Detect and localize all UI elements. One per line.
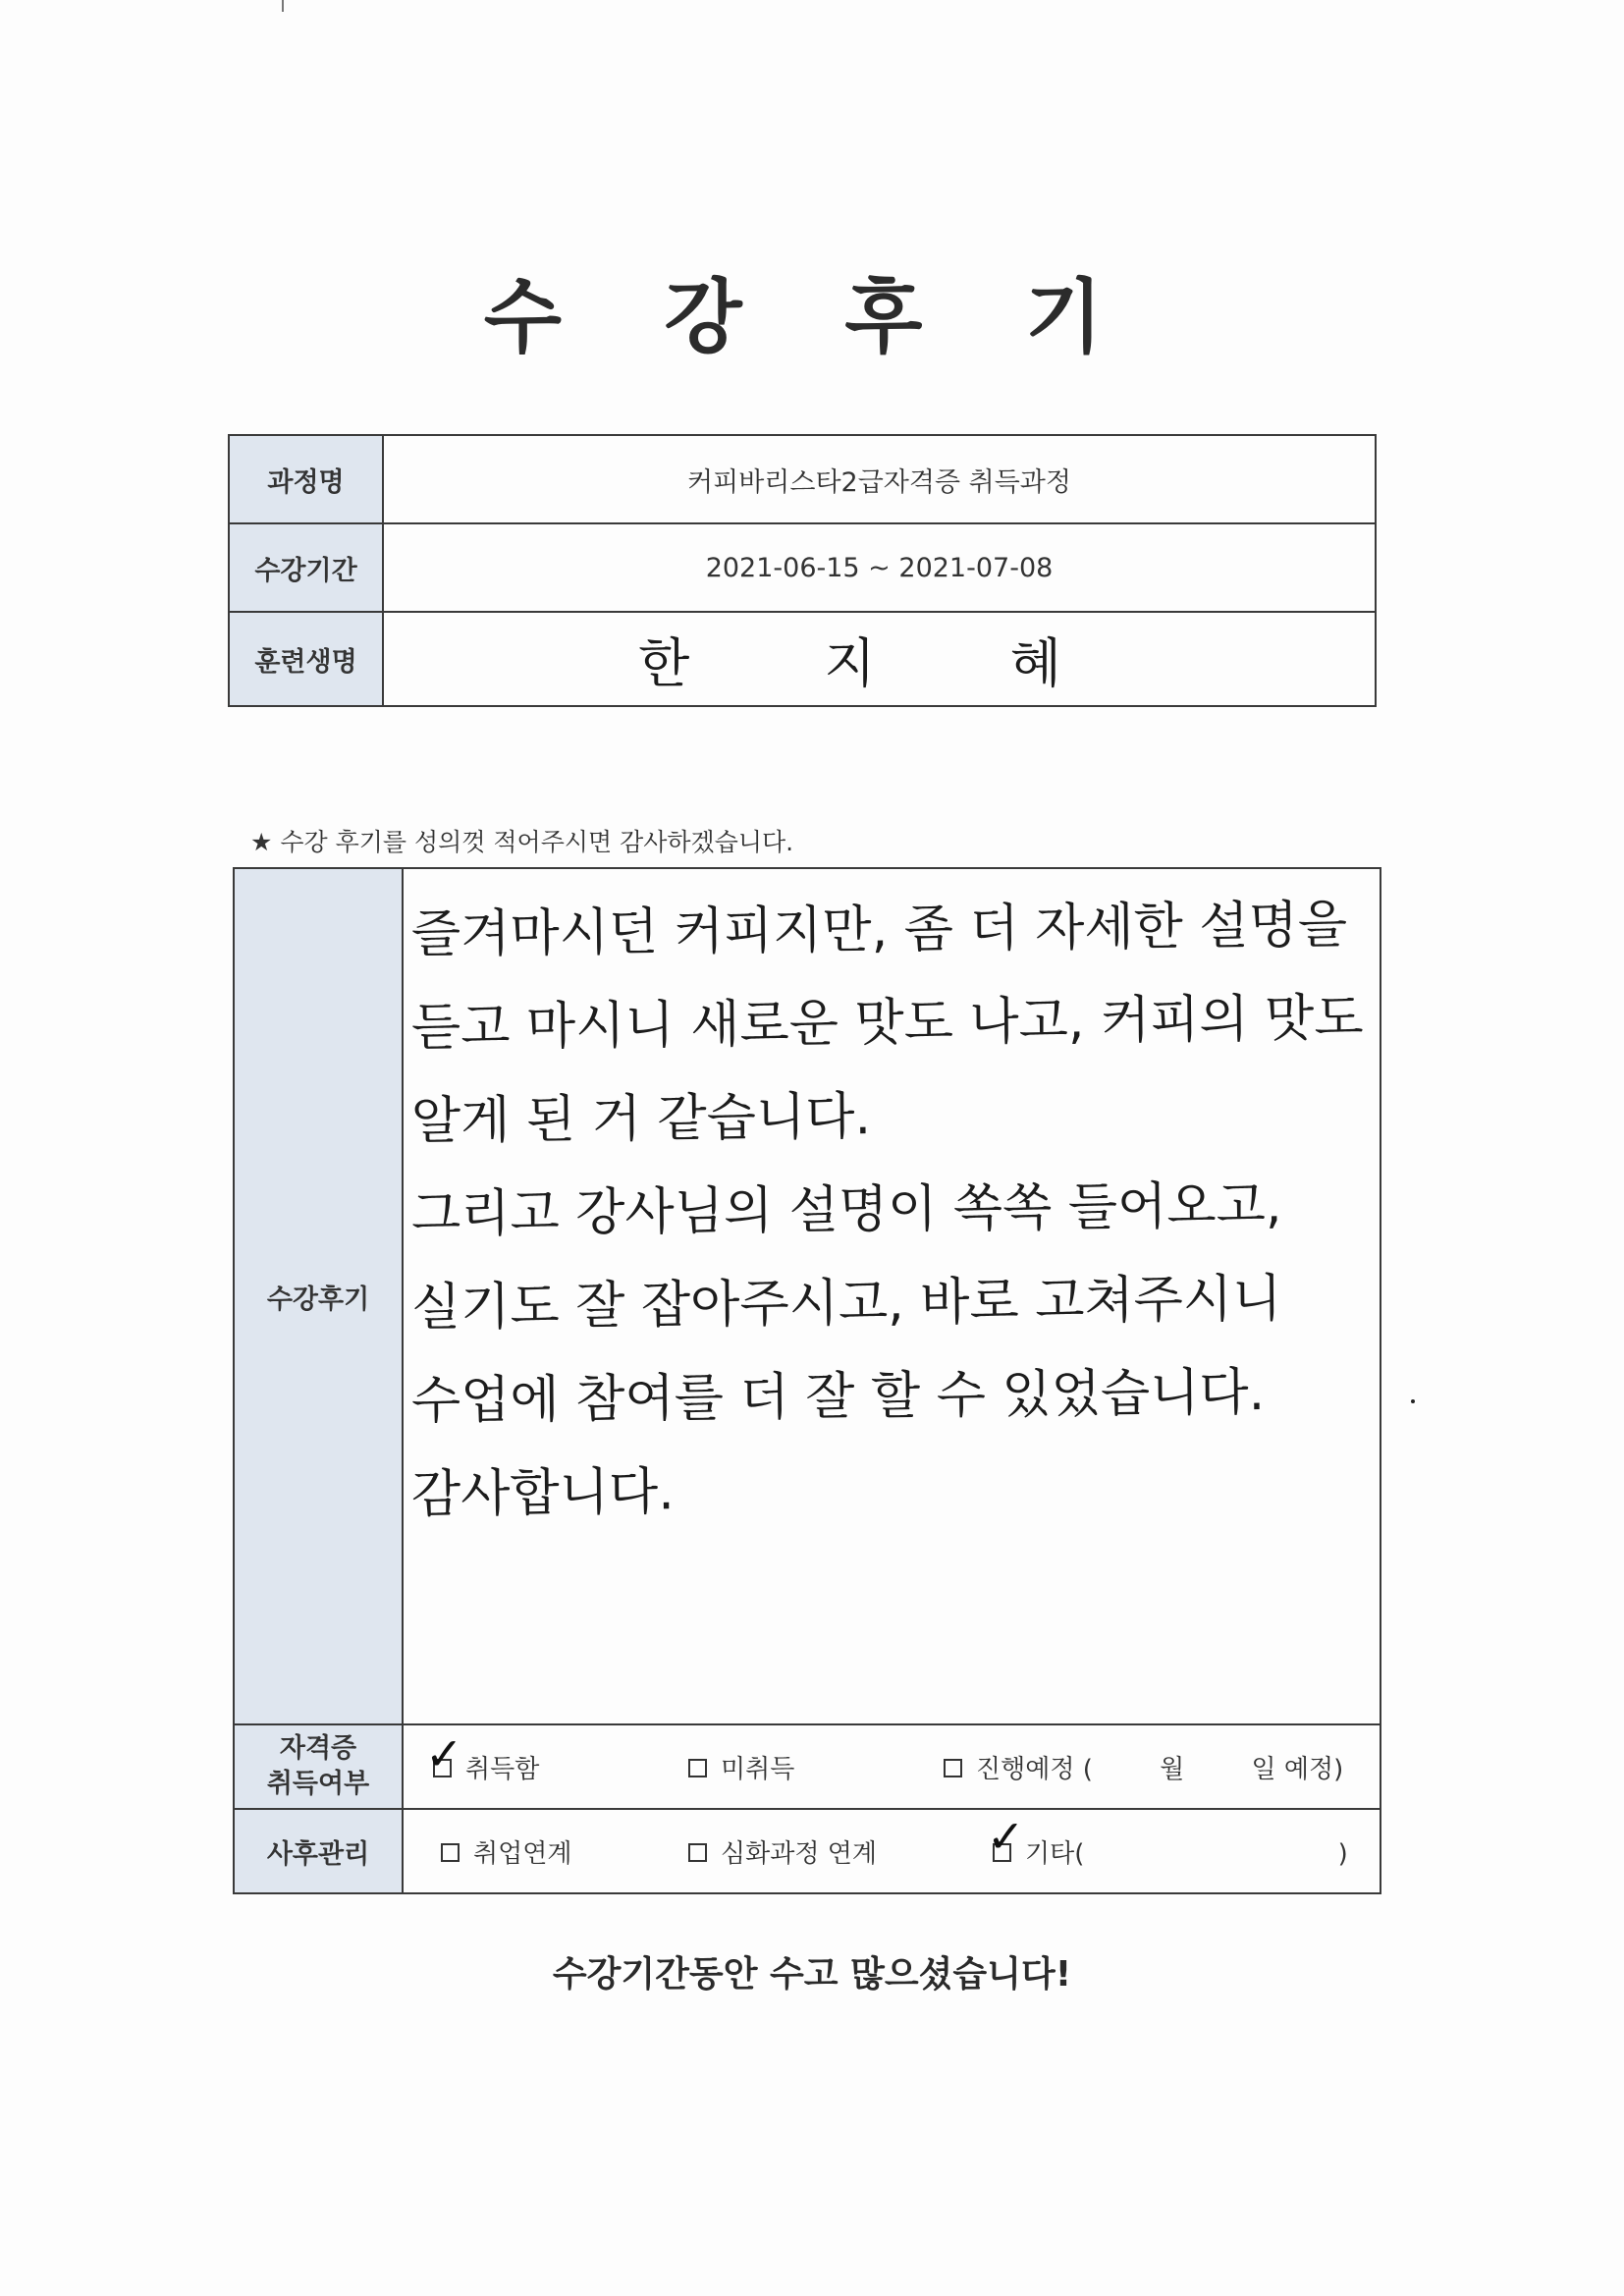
review-line: 알게 된 거 같습니다. [410, 1087, 872, 1151]
review-line: 감사합니다. [410, 1462, 675, 1524]
certificate-option-acquired[interactable] [425, 1727, 540, 1785]
aftercare-option-other[interactable] [987, 1810, 1348, 1870]
certificate-options [403, 1724, 1380, 1809]
certificate-option-planned-label: 진행예정 ( [976, 1755, 1093, 1784]
certificate-option-not-acquired-label: 미취득 [721, 1755, 795, 1784]
aftercare-label: 사후관리 [234, 1809, 403, 1893]
certificate-label-line1: 자격증 [279, 1733, 357, 1764]
certificate-label-line2: 취득여부 [266, 1769, 370, 1799]
aftercare-option-employment[interactable] [441, 1833, 571, 1870]
aftercare-row [234, 1809, 1380, 1893]
notice-text: ★ 수강 후기를 성의껏 적어주시면 감사하겠습니다. [250, 828, 794, 856]
course-value: 커피바리스타2급자격증 취득과정 [383, 435, 1376, 523]
stray-dot [1411, 1399, 1415, 1403]
aftercare-option-advanced[interactable] [688, 1833, 877, 1870]
review-line: 실기도 잘 잡아주시고, 바로 고쳐주시니 [410, 1269, 1282, 1338]
period-value: 2021-06-15 ~ 2021-07-08 [383, 523, 1376, 612]
checkbox-icon[interactable] [688, 1843, 707, 1862]
certificate-planned-day: 일 예정) [1251, 1755, 1344, 1784]
certificate-option-acquired-label: 취득함 [465, 1755, 540, 1784]
aftercare-other-close: ) [1337, 1839, 1348, 1869]
review-body [403, 868, 1380, 1724]
trainee-name-value: 한 지 혜 [383, 612, 1376, 706]
scan-edge-mark [282, 0, 284, 12]
aftercare-option-other-label: 기타( [1025, 1839, 1085, 1869]
checkbox-icon[interactable] [944, 1759, 962, 1777]
checkmark-icon: ✓ [425, 1727, 463, 1780]
review-row [234, 868, 1380, 1724]
page-title: 수 강 후 기 [483, 271, 1141, 364]
certificate-planned-month: 월 [1160, 1755, 1185, 1784]
aftercare-option-employment-label: 취업연계 [473, 1839, 572, 1869]
trainee-name-label: 훈련생명 [229, 612, 383, 706]
certificate-option-not-acquired[interactable] [688, 1749, 794, 1785]
period-label: 수강기간 [229, 523, 383, 612]
review-line: 즐겨마시던 커피지만, 좀 더 자세한 설명을 [410, 896, 1348, 964]
review-line: 수업에 참여를 더 잘 할 수 있었습니다. [410, 1362, 1266, 1431]
review-table [233, 867, 1381, 1894]
footer-message: 수강기간동안 수고 많으셨습니다! [552, 1954, 1072, 1995]
course-label: 과정명 [229, 435, 383, 523]
certificate-option-planned[interactable] [944, 1749, 1343, 1785]
period-row [229, 523, 1376, 612]
checkmark-icon: ✓ [987, 1810, 1025, 1863]
certificate-row [234, 1724, 1380, 1809]
review-line: 듣고 마시니 새로운 맛도 나고, 커피의 맛도 [410, 988, 1364, 1058]
trainee-name-row [229, 612, 1376, 706]
aftercare-option-advanced-label: 심화과정 연계 [721, 1839, 877, 1869]
course-info-table [228, 434, 1377, 707]
review-line: 그리고 강사님의 설명이 쏙쏙 들어오고, [410, 1175, 1282, 1244]
review-label: 수강후기 [234, 868, 403, 1724]
checkbox-icon[interactable] [441, 1843, 460, 1862]
checkbox-icon[interactable] [688, 1759, 707, 1777]
course-row [229, 435, 1376, 523]
certificate-label [234, 1724, 403, 1809]
aftercare-options [403, 1809, 1380, 1893]
